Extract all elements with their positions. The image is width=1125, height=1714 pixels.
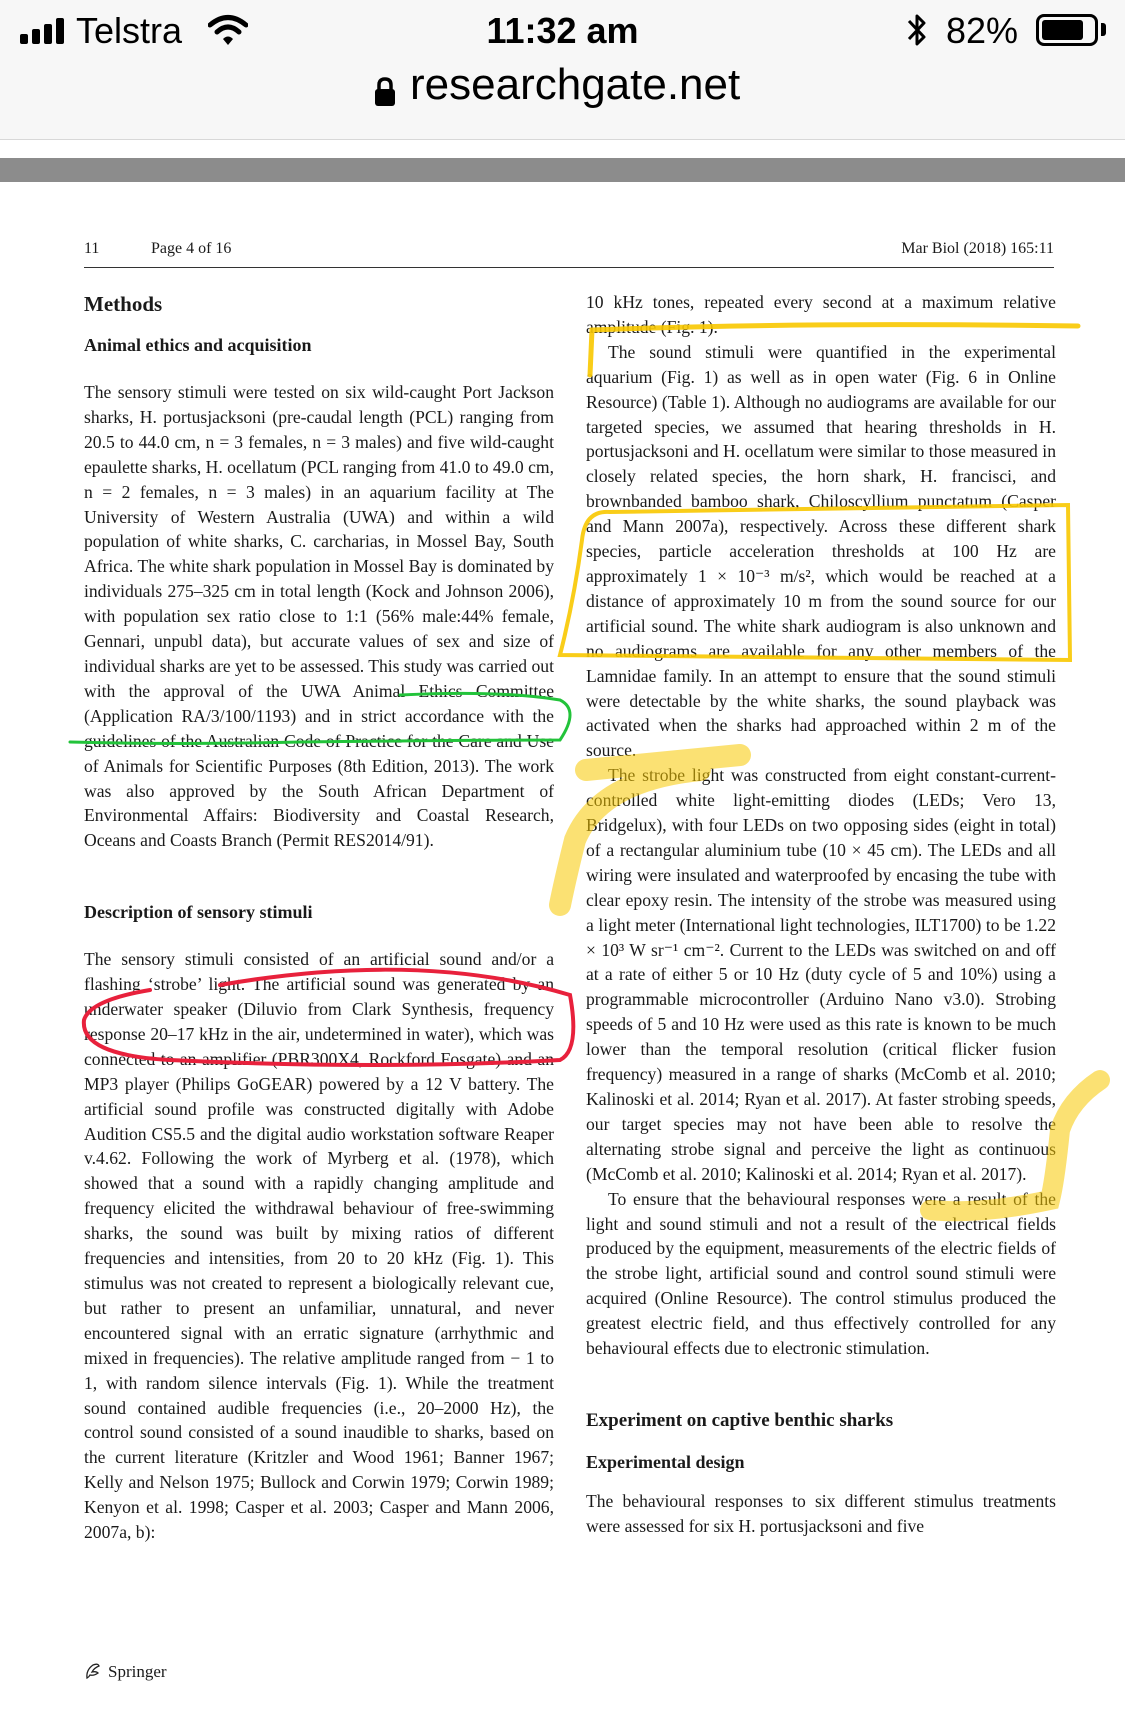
paragraph-strobe-light: The strobe light was constructed from eight constant-current-controlled white light-emitting diodes (LEDs; Vero 13, Bridgelux), with four LEDs on two opposing sides (eight in total) of a rectangular aluminium tube (10 × 45 cm). The LEDs and all wiring were insulated and waterproofed by encasing the tube with clear epoxy resin. The intensity of the strobe was measured using a light meter (International light technologies, ILT1700) to be 1.22 × 10³ W sr⁻¹ cm⁻². Current to the LEDs was switched on and off at a rate of either 5 or 10 Hz (duty cycle of 5 and 10%) using a programmable microcontroller (Arduino Nano v3.0). Strobing speeds of 5 and 10 Hz were used as this rate is known to be much lower than the temporal resolution (critical flicker fusion frequency) measured in a range of sharks (McComb et al. 2010; Kalinoski et al. 2014; Ryan et al. 2017). At faster strobing speeds, our target species may not have been able to resolve the alternating strobe signal and perceive the light as continuous (McComb et al. 2010; Kalinoski et al. 2014; Ryan et al. 2017). — [586, 765, 1056, 1184]
paragraph-electric-fields: To ensure that the behavioural responses were a result of the light and sound stimuli and not a result of the electrical fields produced by the equipment, measurements of the electric fields of the strobe light, artificial sound and control sound stimuli were acquired (Online Resource). The control stimulus produced the greatest electric field, and thus effectively controlled for any behavioural effects due to electronic stimulation. — [586, 1188, 1056, 1359]
section-heading-experiment: Experiment on captive benthic sharks — [586, 1409, 894, 1431]
journal-citation: Mar Biol (2018) 165:11 — [901, 240, 1054, 257]
battery-icon — [1036, 14, 1098, 46]
header-rule — [84, 267, 1054, 268]
page-indicator: Page 4 of 16 — [151, 240, 232, 257]
publisher-name: Springer — [108, 1662, 167, 1681]
springer-logo-icon — [84, 1662, 102, 1680]
paragraph-ethics: The sensory stimuli were tested on six wild-caught Port Jackson sharks, H. portusjacksoni (pre-caudal length (PCL) ranging from 20.5 to 44.0 cm, n = 3 females, n = 3 males) and five wild-caught epaulette sharks, H. ocellatum (PCL ranging from 41.0 to 49.0 cm, n = 2 females, n = 3 males) in an aquarium facility at The University of Western Australia (UWA) and within a wild population of white sharks, C. carcharias, in Mossel Bay, South Africa. The white shark population in Mossel Bay is dominated by individuals 275–325 cm in total length (Kock and Johnson 2006), with population sex ratio close to 1:1 (56% male:44% female, Gennari, unpubl data), but accurate values of sex and size of individual sharks are yet to be assessed. This study was carried out with the approval of the UWA Animal Ethics Committee (Application RA/3/100/1193) and in strict accordance with the guidelines of the Australian Code of Practice for the Care and Use of Animals for Scientific Purposes (8th Edition, 2013). The work was also approved by the South African Department of Environmental Affairs: Biodiversity and Coastal Research, Oceans and Coasts Branch (Permit RES2014/91). — [84, 382, 554, 851]
subsection-heading-description: Description of sensory stimuli — [84, 902, 313, 923]
url-text[interactable]: researchgate.net — [410, 60, 741, 109]
paragraph-description: The sensory stimuli consisted of an artificial sound and/or a flashing ‘strobe’ light. The artificial sound was generated by an underwater speaker (Diluvio from Clark Synthesis, frequency response 20–17 kHz in the air, undetermined in water), which was connected to an amplifier (PBR300X4, Rockford Fosgate) and an MP3 player (Philips GoGEAR) powered by a 12 V battery. The artificial sound profile was constructed digitally with Adobe Audition CS5.5 and the digital audio workstation software Reaper v.4.62. Following the work of Myrberg et al. (1978), which showed that a sound with a rapidly changing amplitude and frequency elicited the withdrawal behaviour of free-swimming sharks, the sound was built by mixing ratios of different frequencies and intensities, from 20 to 20 kHz (Fig. 1). This stimulus was not created to represent a biologically relevant cue, but rather to present an unfamiliar, unnatural, and never encountered signal with an erratic signature (arrhythmic and mixed in frequencies). The relative amplitude ranged from − 1 to 1, with random silence intervals (Fig. 1). While the treatment sound contained audible frequencies (i.e., 20–2000 Hz), the control sound consisted of a sound inaudible to sharks, based on the current literature (Kritzler and Wood 1961; Banner 1967; Kelly and Nelson 1975; Bullock and Corwin 1979; Corwin 1989; Kenyon et al. 1998; Casper et al. 2003; Casper and Mann 2006, 2007a, b): — [84, 949, 554, 1543]
paragraph-experimental-design: The behavioural responses to six different stimulus treatments were assessed for six H. portusjacksoni and five — [586, 1490, 1056, 1536]
browser-chrome — [0, 0, 1125, 140]
bluetooth-icon — [906, 12, 928, 48]
subsection-heading-design: Experimental design — [586, 1451, 745, 1472]
status-time: 11:32 am — [486, 10, 639, 51]
right-column — [586, 290, 1056, 1539]
viewer-toolbar-band — [0, 158, 1125, 182]
pdf-page — [0, 182, 1125, 1714]
lock-icon — [374, 76, 396, 108]
battery-percentage: 82% — [946, 10, 1019, 51]
paragraph-continued: 10 kHz tones, repeated every second at a maximum relative amplitude (Fig. 1). — [586, 292, 1056, 337]
battery-tip — [1101, 23, 1106, 36]
publisher-footer — [84, 1662, 167, 1682]
carrier-name: Telstra — [76, 10, 183, 51]
subsection-heading-ethics: Animal ethics and acquisition — [84, 335, 312, 355]
running-head — [84, 240, 1054, 264]
paragraph-sound-quantified: The sound stimuli were quantified in the experimental aquarium (Fig. 1) as well as in open water (Fig. 6 in Online Resource) (Table 1). Although no audiograms are available for our targeted species, we assumed that hearing thresholds in H. portusjacksoni and H. ocellatum were similar to those measured in closely related species, the horn shark, H. francisci, and brownbanded bamboo shark, Chiloscyllium punctatum (Casper and Mann 2007a), respectively. Across these different shark species, particle acceleration thresholds at 100 Hz are approximately 1 × 10⁻³ m/s², which would be reached at a distance of approximately 10 m from the sound source for our artificial sound. The white shark audiogram is also unknown and no audiograms are available for any other members of the Lamnidae family. In an attempt to ensure that the sound stimuli were detectable by the white sharks, the sound playback was activated when the sharks had approached within 2 m of the source. — [586, 341, 1056, 761]
status-bar — [0, 0, 1125, 64]
left-column — [84, 290, 554, 1545]
address-bar[interactable] — [0, 60, 1125, 126]
section-heading-methods: Methods — [84, 292, 163, 316]
article-number: 11 — [84, 240, 100, 257]
